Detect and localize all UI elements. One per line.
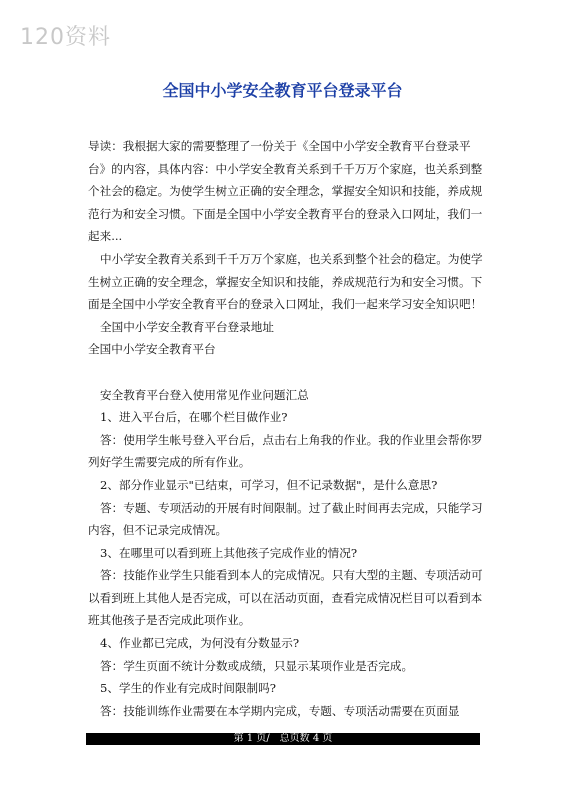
faq-question: 5、学生的作业有完成时间限制吗? bbox=[100, 681, 276, 696]
faq-answer: 答：学生页面不统计分数或成绩，只显示某项作业是否完成。 bbox=[100, 658, 414, 673]
faq-answer: 答：技能作业学生只能看到本人的完成情况。只有大型的主题、专项活动可以看到班上其他人是否完成，可以在活动页面，查看完成情况栏目可以看到本班其他孩子是否完成此项作业。 bbox=[88, 568, 483, 628]
platform-link[interactable]: 全国中小学安全教育平台 bbox=[88, 342, 216, 357]
body-paragraph: 中小学安全教育关系到千千万万个家庭，也关系到整个社会的稳定。为使学生树立正确的安全理念，掌握安全知识和技能，养成规范行为和安全习惯。下面是全国中小学安全教育平台的登录入口网址，我们一起来学习安全知识吧！ bbox=[88, 251, 483, 312]
intro-paragraph: 导读：我根据大家的需要整理了一份关于《全国中小学安全教育平台登录平台》的内容，具体内容：中小学安全教育关系到千千万万个家庭，也关系到整个社会的稳定。为使学生树立正确的安全理念，掌握安全知识和技能，养成规范行为和安全习惯。下面是全国中小学安全教育平台的登录入口网址，我们一起来... bbox=[88, 139, 483, 244]
faq-question: 2、部分作业显示"已结束，可学习，但不记录数据"，是什么意思? bbox=[100, 477, 438, 492]
faq-answer: 答：使用学生帐号登入平台后，点击右上角我的作业。我的作业里会帮你罗列好学生需要完成的所有作业。 bbox=[88, 432, 483, 470]
document-body bbox=[88, 135, 483, 722]
faq-question: 4、作业都已完成，为何没有分数显示? bbox=[100, 636, 300, 651]
faq-answer: 答：专题、专项活动的开展有时间限制。过了截止时间再去完成，只能学习内容，但不记录完成情况。 bbox=[88, 500, 483, 538]
page-title: 全国中小学安全教育平台登录平台 bbox=[162, 81, 403, 100]
faq-answer: 答：技能训练作业需要在本学期内完成，专题、专项活动需要在页面显 bbox=[100, 703, 460, 718]
faq-heading: 安全教育平台登入使用常见作业问题汇总 bbox=[100, 387, 309, 402]
page-footer: 第 1 页/ 总页数 4 页 bbox=[86, 733, 480, 745]
blank-line bbox=[88, 361, 483, 384]
faq-question: 1、进入平台后，在哪个栏目做作业? bbox=[100, 410, 288, 425]
watermark-logo: 120资料 bbox=[20, 25, 111, 50]
login-address-heading: 全国中小学安全教育平台登录地址 bbox=[100, 319, 274, 334]
faq-question: 3、在哪里可以看到班上其他孩子完成作业的情况? bbox=[100, 545, 358, 560]
